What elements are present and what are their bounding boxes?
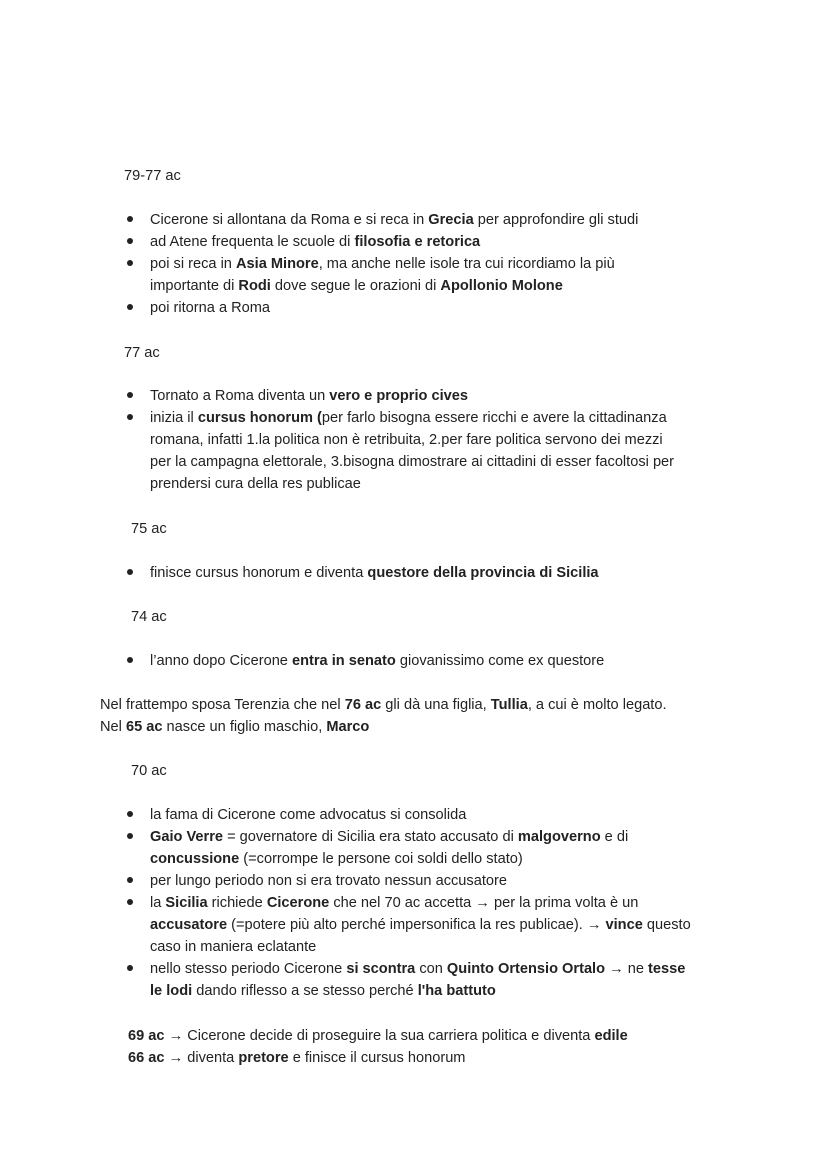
section-heading: 74 ac — [131, 609, 167, 625]
list-item-continuation: le lodi dando riflesso a se stesso perché l'ha battuto — [150, 983, 496, 999]
list-item-continuation: per la campagna elettorale, 3.bisogna dimostrare ai cittadini di esser facoltosi per — [150, 454, 675, 470]
list-item: la fama di Cicerone come advocatus si consolida — [150, 807, 467, 823]
list-item-continuation: accusatore (=potere più alto perché impersonifica la res publicae). → vince questo — [150, 917, 691, 933]
section-heading: 70 ac — [131, 763, 167, 779]
bullet-icon — [127, 965, 133, 971]
list-item: ad Atene frequenta le scuole di filosofia e retorica — [150, 234, 481, 250]
list-item: la Sicilia richiede Cicerone che nel 70 ac accetta → per la prima volta è un — [150, 895, 639, 911]
bullet-icon — [127, 877, 133, 883]
paragraph-line: Nel 65 ac nasce un figlio maschio, Marco — [100, 719, 370, 735]
list-item: l’anno dopo Cicerone entra in senato giovanissimo come ex questore — [150, 653, 605, 669]
list-item-continuation: concussione (=corrompe le persone coi soldi dello stato) — [150, 851, 523, 867]
bullet-icon — [127, 811, 133, 817]
bullet-icon — [127, 657, 133, 663]
bullet-icon — [127, 216, 133, 222]
list-item: inizia il cursus honorum (per farlo bisogna essere ricchi e avere la cittadinanza — [150, 410, 667, 426]
paragraph-line: Nel frattempo sposa Terenzia che nel 76 ac gli dà una figlia, Tullia, a cui è molto legato. — [100, 697, 667, 713]
list-item: Cicerone si allontana da Roma e si reca in Grecia per approfondire gli studi — [150, 212, 639, 228]
bullet-icon — [127, 569, 133, 575]
list-item: per lungo periodo non si era trovato nessun accusatore — [150, 873, 507, 889]
section-heading: 79-77 ac — [124, 168, 181, 184]
bullet-icon — [127, 899, 133, 905]
timeline-line: 66 ac → diventa pretore e finisce il cursus honorum — [128, 1050, 466, 1066]
section-heading: 77 ac — [124, 345, 160, 361]
list-item-continuation: prendersi cura della res publicae — [150, 476, 361, 492]
section-heading: 75 ac — [131, 521, 167, 537]
list-item: finisce cursus honorum e diventa questore della provincia di Sicilia — [150, 565, 599, 581]
list-item: poi ritorna a Roma — [150, 300, 271, 316]
list-item-continuation: romana, infatti 1.la politica non è retribuita, 2.per fare politica servono dei mezzi — [150, 432, 663, 448]
bullet-icon — [127, 238, 133, 244]
list-item-continuation: caso in maniera eclatante — [150, 939, 317, 955]
bullet-icon — [127, 260, 133, 266]
list-item-continuation: importante di Rodi dove segue le orazioni di Apollonio Molone — [150, 278, 563, 294]
list-item: poi si reca in Asia Minore, ma anche nelle isole tra cui ricordiamo la più — [150, 256, 615, 272]
list-item: Tornato a Roma diventa un vero e proprio cives — [150, 388, 468, 404]
bullet-icon — [127, 392, 133, 398]
bullet-icon — [127, 414, 133, 420]
bullet-icon — [127, 833, 133, 839]
timeline-line: 69 ac → Cicerone decide di proseguire la sua carriera politica e diventa edile — [128, 1028, 628, 1044]
list-item: Gaio Verre = governatore di Sicilia era stato accusato di malgoverno e di — [150, 829, 629, 845]
bullet-icon — [127, 304, 133, 310]
list-item: nello stesso periodo Cicerone si scontra con Quinto Ortensio Ortalo → ne tesse — [150, 961, 686, 977]
